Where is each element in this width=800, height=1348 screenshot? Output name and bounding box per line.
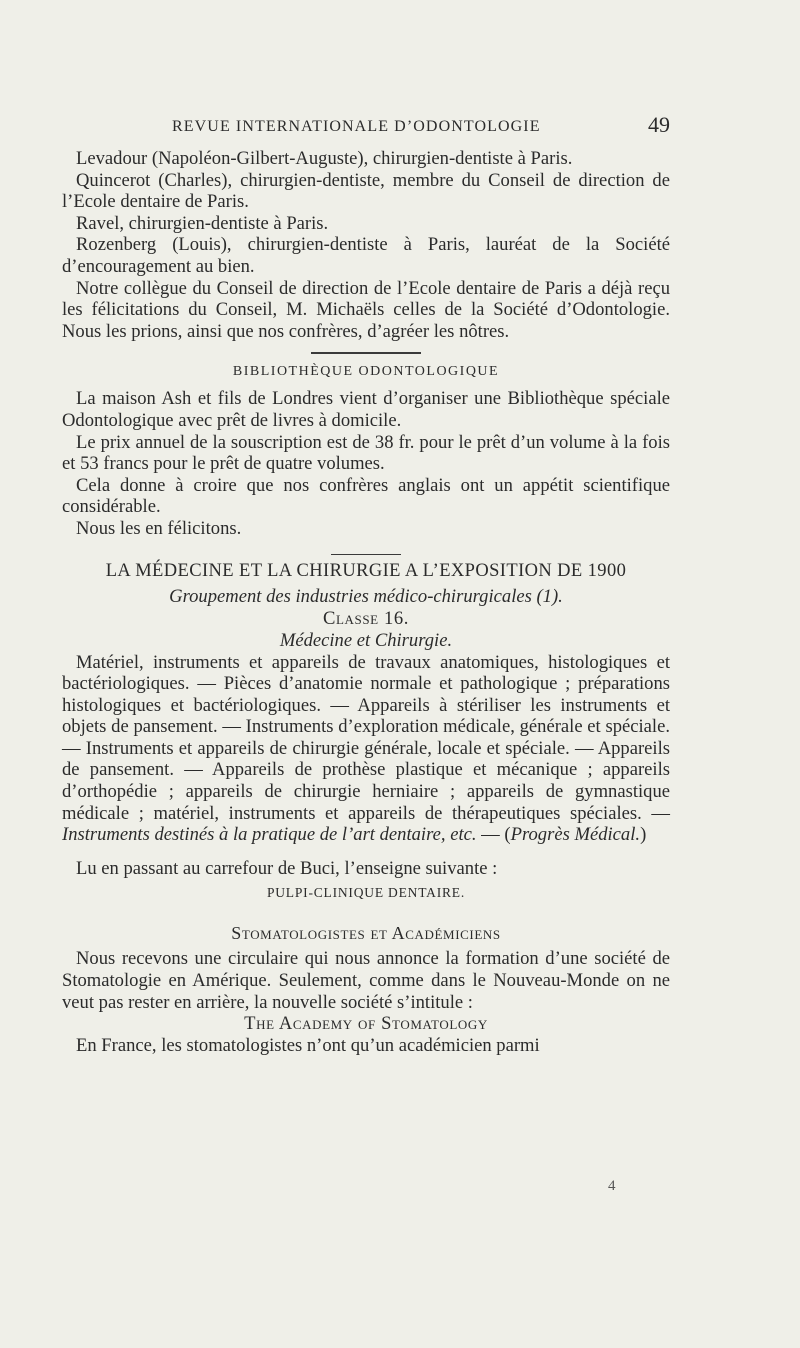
intro-paragraph-quincerot: Quincerot (Charles), chirurgien-dentiste, membre du Conseil de direction de l’Ecole dentaire de Paris. xyxy=(62,169,670,213)
exposition-section xyxy=(62,561,670,846)
intro-paragraph-rozenberg: Rozenberg (Louis), chirurgien-dentiste à Paris, lauréat de la Société d’encouragement au bien. xyxy=(62,234,670,277)
classe-name: Médecine et Chirurgie. xyxy=(279,629,453,651)
exposition-body-main: Matériel, instruments et appareils de travaux anatomiques, histologiques et bactériologiques. — Pièces d’anatomie normale et pathologique ; préparations histologiques et bactériologiques. — Appareils à stériliser les instruments et objets de pansement. — Instruments d’exploration médicale, générale et spéciale. — Instruments et appareils de chirurgie générale, locale et spéciale. — Appareils de pansement. — Appareils de prothèse plastique et mécanique ; appareils d’orthopédie ; appareils de chirurgie herniaire ; appareils de gymnastique médicale ; matériel, instruments et appareils de thérapeutiques spéciales. — xyxy=(62,651,670,824)
stomatologistes-last-line: En France, les stomatologistes n’ont qu’un académicien parmi xyxy=(76,1035,540,1057)
enseigne-text: Lu en passant au carrefour de Buci, l’enseigne suivante : xyxy=(76,857,498,879)
bibliotheque-section xyxy=(62,364,670,539)
exposition-body xyxy=(62,652,670,846)
exposition-source: Progrès Médical. xyxy=(510,824,641,846)
bibliotheque-paragraph: La maison Ash et fils de Londres vient d’organiser une Bibliothèque spéciale Odontologique avec prêt de livres à domicile. xyxy=(62,388,670,431)
stomatologistes-paragraph: Nous recevons une circulaire qui nous annonce la formation d’une société de Stomatologie en Amérique. Seulement, comme dans le Nouveau-Monde on ne veut pas rester en arrière, la nouvelle société s’intitule : xyxy=(62,948,670,1013)
exposition-subtitle: Groupement des industries médico-chirurgicales (1). xyxy=(169,585,563,607)
bibliotheque-heading: BIBLIOTHÈQUE ODONTOLOGIQUE xyxy=(232,364,500,380)
bibliotheque-paragraph: Le prix annuel de la souscription est de 38 fr. pour le prêt d’un volume à la fois et 53 francs pour le prêt de quatre volumes. xyxy=(62,431,670,475)
stomatologistes-section xyxy=(62,923,670,1056)
society-name: The Academy of Stomatology xyxy=(244,1013,488,1035)
intro-paragraph-ravel: Ravel, chirurgien-dentiste à Paris. xyxy=(76,212,329,234)
bibliotheque-paragraph: Nous les en félicitons. xyxy=(76,517,242,539)
classe-label: Classe 16. xyxy=(322,607,410,629)
intro-section xyxy=(62,148,670,342)
running-title: REVUE INTERNATIONALE D’ODONTOLOGIE xyxy=(172,118,541,135)
exposition-source-suffix: ) xyxy=(640,824,647,846)
page-number: 49 xyxy=(648,112,670,137)
enseigne-section xyxy=(62,858,670,902)
intro-paragraph-levadour: Levadour (Napoléon-Gilbert-Auguste), chirurgien-dentiste à Paris. xyxy=(76,148,573,169)
bibliotheque-paragraph: Cela donne à croire que nos confrères anglais ont un appétit scientifique considérable. xyxy=(62,474,670,518)
stomatologistes-heading: Stomatologistes et Académiciens xyxy=(231,923,501,944)
enseigne-sign: PULPI-CLINIQUE DENTAIRE. xyxy=(266,885,466,901)
section-divider xyxy=(311,352,421,354)
signature-mark: 4 xyxy=(608,1178,616,1194)
document-page xyxy=(62,112,670,1057)
running-header xyxy=(62,112,670,148)
exposition-body-italic: Instruments destinés à la pratique de l’art dentaire, etc. xyxy=(62,824,477,846)
intro-paragraph-felicitations: Notre collègue du Conseil de direction de l’Ecole dentaire de Paris a déjà reçu les félicitations du Conseil, M. Michaëls celles de la Société d’Odontologie. Nous les prions, ainsi que nos confrères, d’agréer les nôtres. xyxy=(62,277,670,342)
exposition-title: LA MÉDECINE ET LA CHIRURGIE A L’EXPOSITION DE 1900 xyxy=(105,560,627,581)
section-divider xyxy=(331,554,401,555)
exposition-source-prefix: — ( xyxy=(476,824,511,846)
